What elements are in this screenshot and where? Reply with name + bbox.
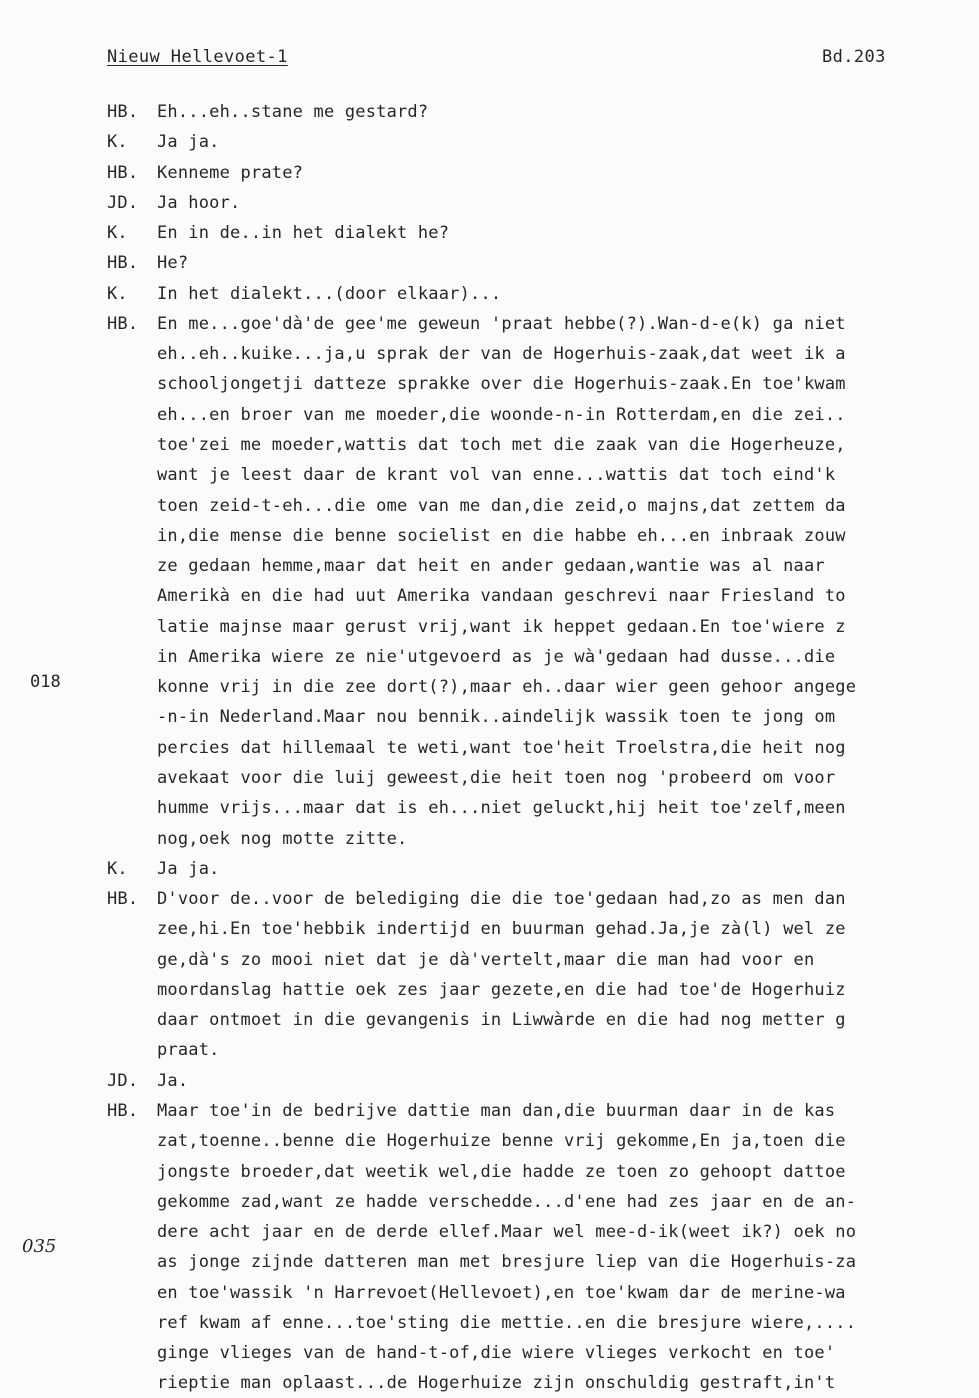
utterance-text: En me...goe'dà'de gee'me geweun 'praat hebbe(?).Wan-d-e(k) ga niet [157, 313, 846, 334]
utterance-text: In het dialekt...(door elkaar)... [157, 283, 502, 304]
utterance-text: dere acht jaar en de derde ellef.Maar wel mee-d-ik(weet ik?) oek no [157, 1222, 857, 1242]
utterance-text: toen zeid-t-eh...die ome van me dan,die zeid,o majns,dat zettem da [157, 495, 846, 516]
utterance-text: as jonge zijnde datteren man met bresjure liep van die Hogerhuis-za [157, 1252, 857, 1273]
utterance-text: avekaat voor die luij geweest,die heit toen nog 'probeerd om voor [157, 767, 836, 788]
utterance-text: en toe'wassik 'n Harrevoet(Hellevoet),en toe'kwam dar de merine-wa [157, 1282, 846, 1303]
utterance-text: jongste broeder,dat weetik wel,die hadde ze toen zo gehoopt dattoe [157, 1161, 846, 1182]
utterance-text: toe'zei me moeder,wattis dat toch met die zaak van die Hogerheuze, [157, 435, 846, 455]
utterance-text: Ja ja. [157, 132, 220, 153]
speaker-label: HB. [107, 102, 139, 122]
utterance-text: ref kwam af enne...toe'sting die mettie..en die bresjure wiere,.... [157, 1312, 857, 1333]
utterance-text: Ja hoor. [157, 192, 241, 213]
utterance-text: eh...en broer van me moeder,die woonde-n-in Rotterdam,en die zei.. [157, 404, 846, 425]
utterance-text: rieptie man oplaast...de Hogerhuize zijn onschuldig gestraft,in't [157, 1373, 836, 1394]
utterance-text: Maar toe'in de bedrijve dattie man dan,die buurman daar in de kas [157, 1100, 836, 1121]
utterance-text: daar ontmoet in die gevangenis in Liwwàrde en die had nog metter g [157, 1010, 846, 1031]
utterance-text: -n-in Nederland.Maar nou bennik..aindelijk wassik toen te jong om [157, 707, 836, 728]
utterance-text: zee,hi.En toe'hebbik indertijd en buurman gehad.Ja,je zà(l) wel ze [157, 919, 846, 940]
page-header-right: Bd.203 [822, 47, 886, 67]
utterance-text: En in de..in het dialekt he? [157, 223, 450, 244]
margin-note-018: 018 [30, 672, 61, 692]
utterance-text: moordanslag hattie oek zes jaar gezete,en die had toe'de Hogerhuiz [157, 979, 846, 1000]
speaker-label: K. [107, 283, 128, 304]
utterance-text: eh..eh..kuike...ja,u sprak der van de Hogerhuis-zaak,dat weet ik a [157, 344, 846, 365]
utterance-text: Eh...eh..stane me gestard? [157, 102, 429, 122]
utterance-text: D'voor de..voor de belediging die die toe'gedaan had,zo as men dan [157, 889, 846, 909]
utterance-text: zat,toenne..benne die Hogerhuize benne vrij gekomme,En ja,toen die [157, 1131, 846, 1152]
speaker-label: K. [107, 858, 128, 879]
speaker-label: JD. [107, 1070, 139, 1091]
utterance-text: humme vrijs...maar dat is eh...niet geluckt,hij heit toe'zelf,meen [157, 798, 846, 819]
utterance-text: konne vrij in die zee dort(?),maar eh..daar wier geen gehoor angege [157, 677, 857, 698]
utterance-text: nog,oek nog motte zitte. [157, 828, 408, 849]
utterance-text: ge,dà's zo mooi niet dat je dà'vertelt,maar die man had voor en [157, 949, 815, 970]
utterance-text: Ja ja. [157, 858, 220, 879]
speaker-label: HB. [107, 1100, 139, 1121]
speaker-label: K. [107, 223, 128, 244]
utterance-text: Ja. [157, 1070, 189, 1091]
page-header-left: Nieuw Hellevoet-1 [107, 47, 288, 67]
utterance-text: in,die mense die benne socielist en die habbe eh...en inbraak zouw [157, 525, 846, 546]
margin-note-035: 035 [22, 1236, 57, 1257]
utterance-text: praat. [157, 1040, 220, 1061]
utterance-text: ginge vlieges van de hand-t-of,die wiere vlieges verkocht en toe' [157, 1343, 836, 1364]
utterance-text: ze gedaan hemme,maar dat heit en ander gedaan,wantie was al naar [157, 556, 825, 576]
utterance-text: in Amerika wiere ze nie'utgevoerd as je wà'gedaan had dusse...die [157, 646, 836, 667]
utterance-text: want je leest daar de krant vol van enne...wattis dat toch eind'k [157, 465, 836, 486]
utterance-text: gekomme zad,want ze hadde verschedde...d'ene had zes jaar en de an- [157, 1191, 857, 1212]
utterance-text: Amerikà en die had uut Amerika vandaan geschrevi naar Friesland to [157, 586, 846, 607]
speaker-label: HB. [107, 253, 139, 274]
utterance-text: He? [157, 253, 189, 274]
speaker-label: K. [107, 132, 128, 153]
utterance-text: Kenneme prate? [157, 162, 304, 183]
speaker-label: JD. [107, 192, 139, 213]
utterance-text: schooljongetji datteze sprakke over die Hogerhuis-zaak.En toe'kwam [157, 374, 846, 395]
speaker-label: HB. [107, 889, 139, 909]
utterance-text: latie majnse maar gerust vrij,want ik heppet gedaan.En toe'wiere z [157, 616, 846, 637]
utterance-text: percies dat hillemaal te weti,want toe'heit Troelstra,die heit nog [157, 737, 846, 758]
speaker-label: HB. [107, 313, 139, 334]
speaker-label: HB. [107, 162, 139, 183]
